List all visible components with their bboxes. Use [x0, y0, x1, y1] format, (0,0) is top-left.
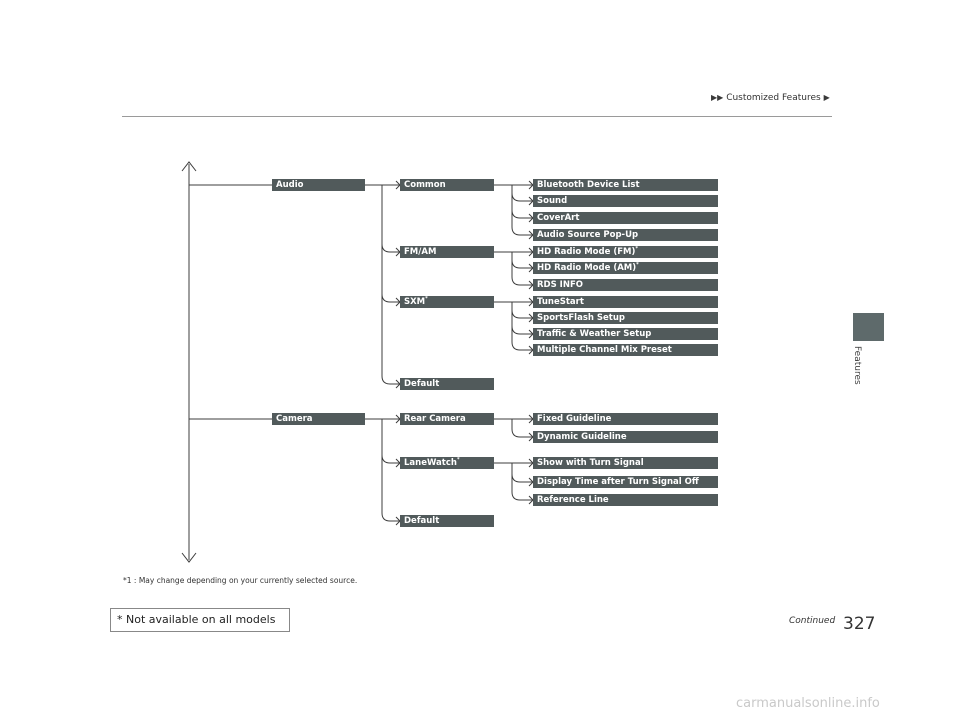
menu-camera-rear[interactable]: Rear Camera	[400, 413, 494, 425]
menu-audio-default[interactable]: Default	[400, 378, 494, 390]
menu-item-dynamic-guideline[interactable]: Dynamic Guideline	[533, 431, 718, 443]
menu-item-display-time[interactable]: Display Time after Turn Signal Off	[533, 476, 718, 488]
page-number: 327	[843, 614, 876, 634]
menu-camera-lanewatch[interactable]: LaneWatch*	[400, 457, 494, 469]
model-asterisk: *	[425, 296, 428, 302]
menu-item-traffic-weather-setup[interactable]: Traffic & Weather Setup	[533, 328, 718, 340]
menu-item-fixed-guideline[interactable]: Fixed Guideline	[533, 413, 718, 425]
menu-item-sportsflash-setup[interactable]: SportsFlash Setup	[533, 312, 718, 324]
breadcrumb-end-arrow: ▶	[823, 93, 830, 102]
menu-item-tunestart[interactable]: TuneStart	[533, 296, 718, 308]
model-asterisk: *	[635, 246, 638, 252]
menu-item-audio-source-popup[interactable]: Audio Source Pop-Up	[533, 229, 718, 241]
model-asterisk: *	[636, 262, 639, 268]
breadcrumb-title[interactable]: Customized Features	[726, 93, 821, 103]
menu-item-rds-info[interactable]: RDS INFO	[533, 279, 718, 291]
menu-camera[interactable]: Camera	[272, 413, 365, 425]
menu-item-reference-line[interactable]: Reference Line	[533, 494, 718, 506]
menu-item-hd-radio-fm[interactable]: HD Radio Mode (FM)*	[533, 246, 718, 258]
menu-camera-default[interactable]: Default	[400, 515, 494, 527]
menu-audio-fmam[interactable]: FM/AM	[400, 246, 494, 258]
menu-audio-common[interactable]: Common	[400, 179, 494, 191]
availability-notice: * Not available on all models	[110, 608, 290, 632]
menu-item-coverart[interactable]: CoverArt	[533, 212, 718, 224]
menu-audio-sxm[interactable]: SXM*	[400, 296, 494, 308]
continued-label: Continued	[789, 616, 836, 626]
model-asterisk: *	[456, 457, 460, 463]
menu-item-hd-radio-am[interactable]: HD Radio Mode (AM)*	[533, 262, 718, 274]
menu-item-multiple-channel-mix[interactable]: Multiple Channel Mix Preset	[533, 344, 718, 356]
section-label: Features	[852, 346, 862, 385]
menu-item-sound[interactable]: Sound	[533, 195, 718, 207]
watermark: carmanualsonline.info	[736, 696, 880, 711]
menu-item-bluetooth-device-list[interactable]: Bluetooth Device List	[533, 179, 718, 191]
menu-audio[interactable]: Audio	[272, 179, 365, 191]
footnote: *1 : May change depending on your currently selected source.	[123, 576, 358, 585]
menu-item-show-with-turn-signal[interactable]: Show with Turn Signal	[533, 457, 718, 469]
breadcrumb-arrows: ▶▶	[711, 93, 724, 102]
